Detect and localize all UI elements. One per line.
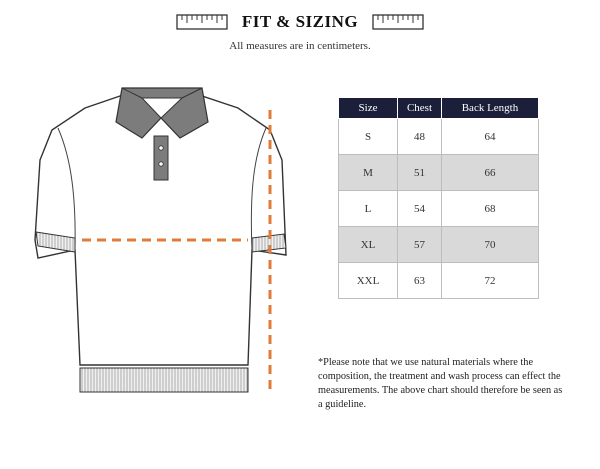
column-header-chest: Chest	[398, 98, 442, 119]
size-cell: S	[339, 119, 398, 155]
disclaimer-note: *Please note that we use natural materials where the composition, the treatment and wash process can effect the measurements. The above chart should therefore be seen as a guideline.	[318, 357, 563, 410]
back-length-cell: 64	[441, 119, 538, 155]
chest-cell: 54	[398, 191, 442, 227]
size-chart-table	[338, 97, 539, 299]
page-subtitle: All measures are in centimeters.	[229, 40, 371, 52]
size-cell: XXL	[339, 263, 398, 299]
size-cell: M	[339, 155, 398, 191]
back-length-cell: 70	[441, 227, 538, 263]
table-row	[339, 119, 539, 155]
column-header-back-length: Back Length	[441, 98, 538, 119]
table-row	[339, 263, 539, 299]
table-row	[339, 227, 539, 263]
chest-cell: 57	[398, 227, 442, 263]
chest-cell: 51	[398, 155, 442, 191]
back-length-cell: 68	[441, 191, 538, 227]
chest-cell: 63	[398, 263, 442, 299]
size-cell: XL	[339, 227, 398, 263]
ruler-icon	[372, 14, 424, 30]
header	[0, 10, 600, 34]
table-row	[339, 191, 539, 227]
table-header-row	[339, 98, 539, 119]
table-row	[339, 155, 539, 191]
back-length-cell: 66	[441, 155, 538, 191]
page-title: FIT & SIZING	[241, 12, 359, 31]
polo-shirt-illustration	[30, 80, 292, 400]
chest-cell: 48	[398, 119, 442, 155]
back-length-cell: 72	[441, 263, 538, 299]
ruler-icon	[176, 14, 228, 30]
column-header-size: Size	[339, 98, 398, 119]
size-cell: L	[339, 191, 398, 227]
